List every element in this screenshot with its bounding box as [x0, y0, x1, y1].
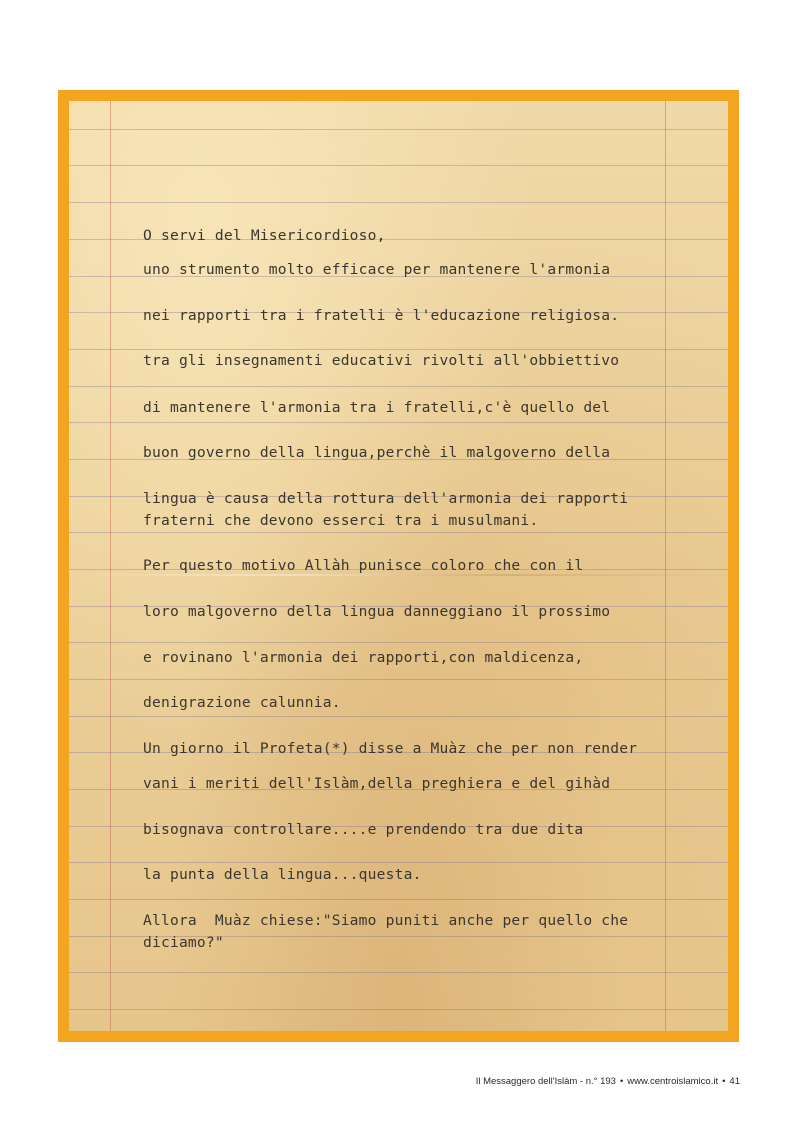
rule-line	[69, 129, 728, 130]
margin-line-right	[665, 101, 666, 1031]
rule-line	[69, 422, 728, 423]
rule-line	[69, 1009, 728, 1010]
rule-line	[69, 899, 728, 900]
rule-line	[69, 972, 728, 973]
rule-line	[69, 532, 728, 533]
margin-line-left	[110, 101, 111, 1031]
website-link[interactable]: www.centroislamico.it	[627, 1076, 719, 1087]
rule-line	[69, 642, 728, 643]
rule-line	[69, 386, 728, 387]
letter-line-4: tra gli insegnamenti educativi rivolti all'obbiettivo	[143, 352, 620, 369]
rule-line	[69, 862, 728, 863]
letter-line-18: diciamo?"	[143, 934, 224, 951]
letter-line-11: e rovinano l'armonia dei rapporti,con maldicenza,	[143, 649, 584, 666]
letter-line-7: lingua è causa della rottura dell'armonia dei rapporti	[143, 490, 629, 507]
letter-line-14: vani i meriti dell'Islàm,della preghiera e del gihàd	[143, 775, 611, 792]
rule-line	[69, 349, 728, 350]
letter-line-17: Allora Muàz chiese:"Siamo puniti anche per quello che	[143, 912, 629, 929]
letter-line-8: fraterni che devono esserci tra i musulmani.	[143, 512, 539, 529]
letter-line-5: di mantenere l'armonia tra i fratelli,c'è quello del	[143, 399, 611, 416]
page-footer	[476, 1076, 740, 1087]
footer-separator: •	[619, 1076, 624, 1087]
publication-name: Il Messaggero dell'Islàm - n.° 193	[475, 1076, 616, 1087]
letter-line-13: Un giorno il Profeta(*) disse a Muàz che per non render	[143, 740, 638, 757]
letter-paper	[69, 101, 728, 1031]
letter-line-2: uno strumento molto efficace per mantenere l'armonia	[143, 261, 611, 278]
rule-line	[69, 679, 728, 680]
letter-line-12: denigrazione calunnia.	[143, 694, 341, 711]
rule-line	[69, 716, 728, 717]
rule-line	[69, 165, 728, 166]
letter-line-3: nei rapporti tra i fratelli è l'educazione religiosa.	[143, 307, 620, 324]
footer-separator: •	[722, 1076, 726, 1087]
letter-line-6: buon governo della lingua,perchè il malgoverno della	[143, 444, 611, 461]
letter-line-10: loro malgoverno della lingua danneggiano il prossimo	[143, 603, 611, 620]
page-number: 41	[729, 1076, 740, 1087]
letter-line-16: la punta della lingua...questa.	[143, 866, 422, 883]
rule-line	[69, 202, 728, 203]
letter-line-15: bisognava controllare....e prendendo tra due dita	[143, 821, 584, 838]
paper-fold	[69, 574, 728, 576]
letter-line-9: Per questo motivo Allàh punisce coloro che con il	[143, 557, 584, 574]
letter-line-1: O servi del Misericordioso,	[143, 227, 386, 244]
